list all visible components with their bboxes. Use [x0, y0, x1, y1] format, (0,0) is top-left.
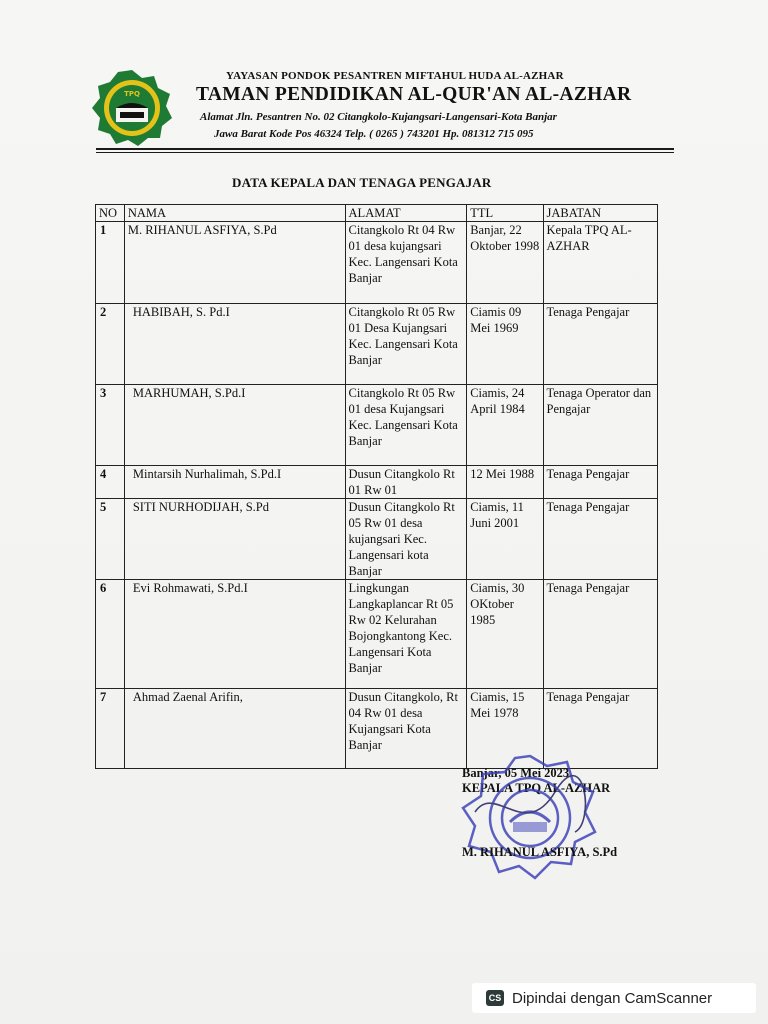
signature-role: KEPALA TPQ AL-AZHAR — [462, 781, 611, 795]
address-line-1: Alamat Jln. Pesantren No. 02 Citangkolo-Kujangsari-Langensari-Kota Banjar — [200, 111, 557, 123]
header-nama: NAMA — [124, 205, 345, 222]
cell-nama: HABIBAH, S. Pd.I — [124, 304, 345, 385]
table-row — [96, 466, 658, 499]
header-no: NO — [96, 205, 125, 222]
staff-table — [95, 204, 658, 769]
cell-ttl: Ciamis, 15 Mei 1978 — [467, 689, 543, 769]
logo-text: TPQ — [124, 90, 140, 98]
cell-no: 6 — [96, 580, 125, 689]
cell-nama: Ahmad Zaenal Arifin, — [124, 689, 345, 769]
cell-ttl: Banjar, 22 Oktober 1998 — [467, 222, 543, 304]
cell-jabatan: Tenaga Pengajar — [543, 689, 658, 769]
cell-jabatan: Kepala TPQ AL-AZHAR — [543, 222, 658, 304]
cell-jabatan: Tenaga Pengajar — [543, 580, 658, 689]
table-row — [96, 499, 658, 580]
cell-alamat: Dusun Citangkolo Rt 05 Rw 01 desa kujangsari Kec. Langensari kota Banjar — [345, 499, 467, 580]
table-row — [96, 222, 658, 304]
cell-nama: MARHUMAH, S.Pd.I — [124, 385, 345, 466]
organization-name: YAYASAN PONDOK PESANTREN MIFTAHUL HUDA AL-AZHAR — [226, 70, 564, 82]
cell-ttl: Ciamis, 24 April 1984 — [467, 385, 543, 466]
camscanner-icon: CS — [486, 990, 504, 1006]
signature-place-date: Banjar, 05 Mei 2023 — [462, 766, 570, 780]
cell-ttl: Ciamis, 30 OKtober 1985 — [467, 580, 543, 689]
cell-alamat: Lingkungan Langkaplancar Rt 05 Rw 02 Kelurahan Bojongkantong Kec. Langensari Kota Banjar — [345, 580, 467, 689]
cell-jabatan: Tenaga Pengajar — [543, 499, 658, 580]
cell-jabatan: Tenaga Pengajar — [543, 304, 658, 385]
cell-no: 1 — [96, 222, 125, 304]
cell-no: 2 — [96, 304, 125, 385]
institution-title: TAMAN PENDIDIKAN AL-QUR'AN AL-AZHAR — [196, 84, 632, 105]
table-row — [96, 304, 658, 385]
cell-no: 7 — [96, 689, 125, 769]
camscanner-label: Dipindai dengan CamScanner — [512, 989, 713, 1007]
cell-jabatan: Tenaga Pengajar — [543, 466, 658, 499]
table-header-row — [96, 205, 658, 222]
official-stamp — [455, 752, 605, 884]
signature-name: M. RIHANUL ASFIYA, S.Pd — [462, 845, 618, 859]
cell-ttl: Ciamis, 11 Juni 2001 — [467, 499, 543, 580]
cell-no: 5 — [96, 499, 125, 580]
cell-ttl: Ciamis 09 Mei 1969 — [467, 304, 543, 385]
cell-nama: Evi Rohmawati, S.Pd.I — [124, 580, 345, 689]
cell-jabatan: Tenaga Operator dan Pengajar — [543, 385, 658, 466]
header-ttl: TTL — [467, 205, 543, 222]
cell-no: 3 — [96, 385, 125, 466]
cell-nama: Mintarsih Nurhalimah, S.Pd.I — [124, 466, 345, 499]
address-line-2: Jawa Barat Kode Pos 46324 Telp. ( 0265 ) 743201 Hp. 081312 715 095 — [214, 128, 534, 140]
cell-alamat: Citangkolo Rt 04 Rw 01 desa kujangsari Kec. Langensari Kota Banjar — [345, 222, 467, 304]
header-divider — [96, 148, 674, 150]
header-alamat: ALAMAT — [345, 205, 467, 222]
cell-nama: M. RIHANUL ASFIYA, S.Pd — [124, 222, 345, 304]
table-row — [96, 580, 658, 689]
table-row — [96, 385, 658, 466]
cell-alamat: Dusun Citangkolo Rt 01 Rw 01 — [345, 466, 467, 499]
document-title: DATA KEPALA DAN TENAGA PENGAJAR — [232, 175, 492, 190]
cell-alamat: Citangkolo Rt 05 Rw 01 desa Kujangsari Kec. Langensari Kota Banjar — [345, 385, 467, 466]
header-jabatan: JABATAN — [543, 205, 658, 222]
camscanner-badge — [472, 983, 756, 1013]
header-divider-thin — [96, 152, 674, 153]
tpq-logo — [90, 68, 174, 148]
cell-ttl: 12 Mei 1988 — [467, 466, 543, 499]
cell-nama: SITI NURHODIJAH, S.Pd — [124, 499, 345, 580]
cell-alamat: Dusun Citangkolo, Rt 04 Rw 01 desa Kujangsari Kota Banjar — [345, 689, 467, 769]
cell-alamat: Citangkolo Rt 05 Rw 01 Desa Kujangsari Kec. Langensari Kota Banjar — [345, 304, 467, 385]
cell-no: 4 — [96, 466, 125, 499]
